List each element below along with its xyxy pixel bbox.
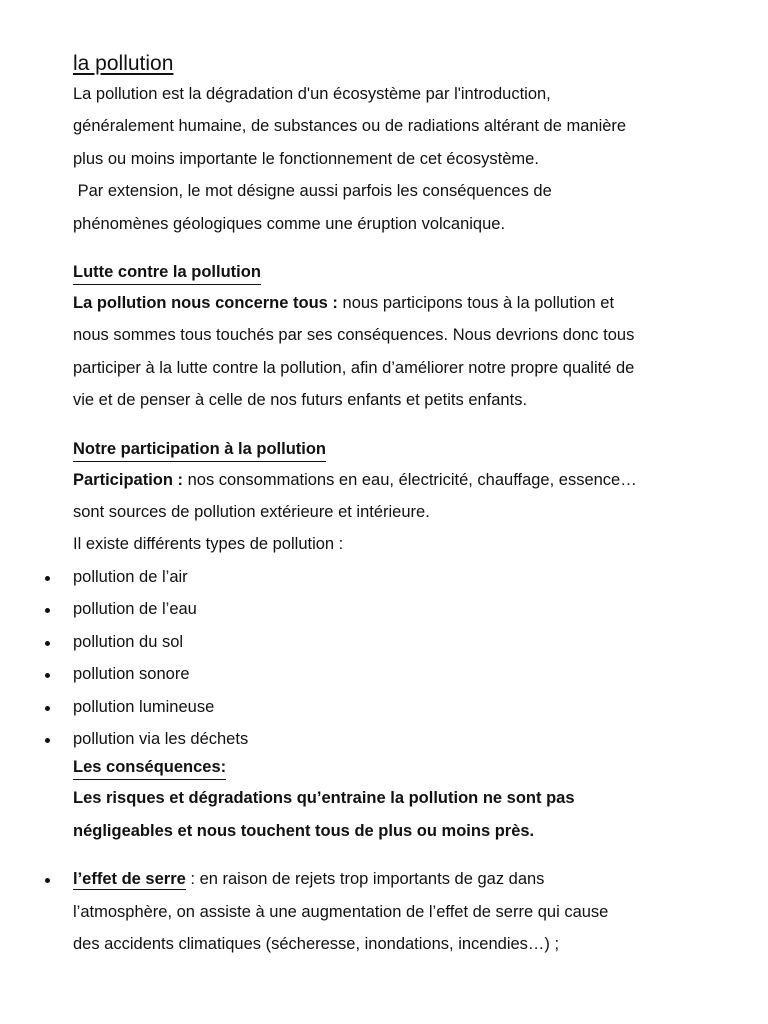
participation-lead-rest: nos consommations en eau, électricité, chauffage, essence…	[187, 470, 637, 489]
list-item-text: pollution sonore	[73, 665, 190, 684]
lutte-line: nous sommes tous touchés par ses conséquences. Nous devrions donc tous	[73, 326, 635, 345]
list-item	[73, 561, 733, 593]
participation-lead-line	[73, 464, 733, 496]
consequences-list	[73, 863, 733, 895]
list-item	[73, 658, 733, 690]
list-item-text: pollution du sol	[73, 632, 184, 651]
participation-line: sont sources de pollution extérieure et intérieure.	[73, 503, 430, 522]
list-item	[73, 593, 733, 625]
section-heading-lutte: Lutte contre la pollution	[73, 260, 261, 285]
section-heading-participation: Notre participation à la pollution	[73, 437, 326, 462]
lutte-lead-rest: nous participons tous à la pollution et	[342, 294, 615, 313]
list-item	[73, 691, 733, 723]
list-item-text: pollution lumineuse	[73, 697, 215, 716]
list-item-text: pollution via les déchets	[73, 729, 249, 748]
bullet-icon	[45, 738, 50, 743]
effet-de-serre-lead: : en raison de rejets trop importants de gaz dans	[185, 870, 545, 889]
intro-line: Par extension, le mot désigne aussi parfois les conséquences de	[73, 182, 552, 201]
list-item-text: pollution de l’air	[73, 567, 188, 586]
lutte-lead-bold: La pollution nous concerne tous :	[73, 294, 343, 313]
bullet-icon	[45, 673, 50, 678]
bullet-icon	[45, 878, 50, 883]
list-item	[73, 863, 733, 895]
lutte-lead-line	[73, 287, 733, 319]
bullet-icon	[45, 706, 50, 711]
bullet-icon	[45, 608, 50, 613]
participation-line: Il existe différents types de pollution :	[73, 535, 344, 554]
bullet-icon	[45, 641, 50, 646]
section-consequences	[73, 755, 733, 847]
section-participation	[73, 431, 733, 756]
intro-line: phénomènes géologiques comme une éruption volcanique.	[73, 214, 506, 233]
lutte-line: vie et de penser à celle de nos futurs enfants et petits enfants.	[73, 391, 528, 410]
section-heading-consequences: Les conséquences:	[73, 755, 226, 780]
intro-line: généralement humaine, de substances ou de radiations altérant de manière	[73, 117, 627, 136]
consequences-line: Les risques et dégradations qu’entraine la pollution ne sont pas	[73, 789, 575, 808]
list-item	[73, 723, 733, 755]
document-page	[73, 50, 733, 960]
effet-de-serre-line: des accidents climatiques (sécheresse, inondations, incendies…) ;	[73, 934, 560, 953]
list-item-text: pollution de l’eau	[73, 600, 197, 619]
section-lutte	[73, 254, 733, 417]
page-title: la pollution	[73, 52, 174, 75]
intro-line: plus ou moins importante le fonctionnement de cet écosystème.	[73, 149, 539, 168]
effet-de-serre-line: l’atmosphère, on assiste à une augmentation de l’effet de serre qui cause	[73, 902, 609, 921]
intro-paragraph	[73, 78, 733, 240]
lutte-line: participer à la lutte contre la pollution, afin d’améliorer notre propre qualité de	[73, 358, 635, 377]
effet-de-serre-term: l’effet de serre	[73, 870, 186, 889]
pollution-types-list	[73, 561, 733, 755]
intro-line: La pollution est la dégradation d'un écosystème par l'introduction,	[73, 85, 551, 103]
participation-lead-bold: Participation :	[73, 470, 188, 489]
consequences-line: négligeables et nous touchent tous de plus ou moins près.	[73, 821, 535, 840]
bullet-icon	[45, 576, 50, 581]
list-item	[73, 626, 733, 658]
